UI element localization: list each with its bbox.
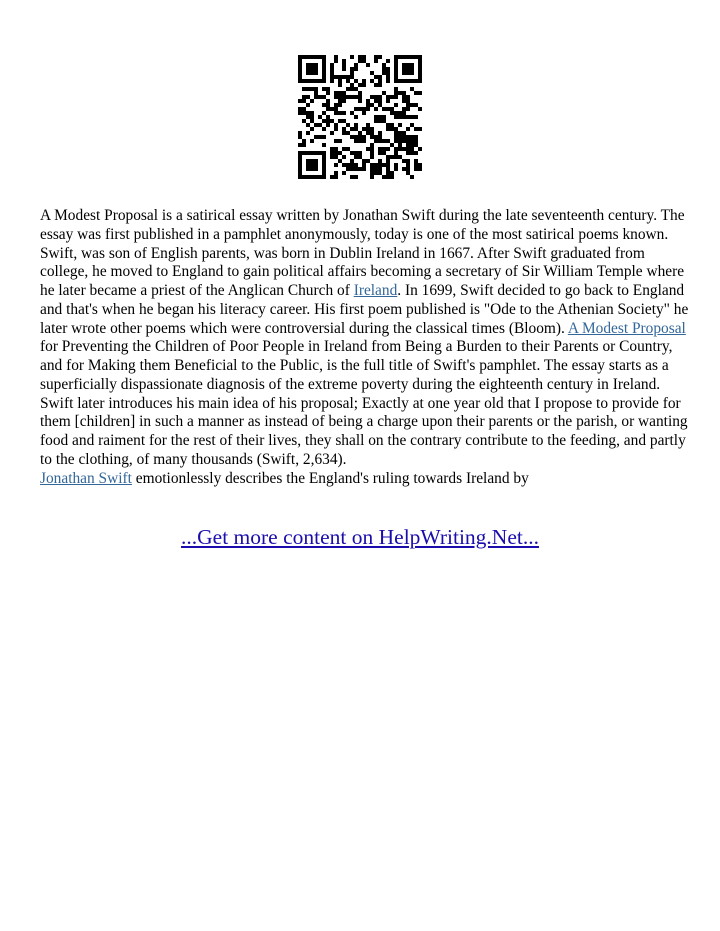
qr-code-icon [298, 55, 422, 179]
get-more-content-row [0, 525, 720, 550]
qr-code [298, 55, 422, 179]
essay-text-3: for Preventing the Children of Poor People in Ireland from Being a Burden to their Parents or Country, and for Making them Beneficial to the Public, is the full title of Swift's pamphlet. The essay starts as a superficially dispassionate diagnosis of the extreme poverty during the eighteenth century in Ireland. Swift later introduces his main idea of his proposal; Exactly at one year old that I propose to provide for them [children] in such a manner as instead of being a charge upon their parents or the parish, or wanting food and raiment for the rest of their lives, they shall on the contrary contribute to the feeding, and partly to the clothing, of many thousands (Swift, 2,634). [40, 338, 688, 468]
essay-text-4: emotionlessly describes the England's ruling towards Ireland by [131, 469, 529, 487]
jonathan-swift-link[interactable]: Jonathan Swift [40, 469, 132, 487]
ireland-link[interactable]: Ireland [353, 282, 398, 299]
get-more-content-link[interactable]: ...Get more content on HelpWriting.Net... [181, 525, 539, 549]
essay-text-1: A Modest Proposal is a satirical essay written by Jonathan Swift during the late seventeenth century. The essay was first published in a pamphlet anonymously, today is one of the most satirical poems known. Swift, was son of English parents, was born in Dublin Ireland in 1667. After Swift graduated from college, he moved to England to gain political affairs becoming a secretary of Sir William Temple where he later became a priest of the Anglican Church of [40, 207, 685, 299]
essay-text-2: . In 1699, Swift decided to go back to England and that's when he began his literacy career. His first poem published is "Ode to the Athenian Society" he later wrote other poems which were controversial during the classical times (Bloom). [40, 282, 689, 337]
modest-proposal-link[interactable]: A Modest Proposal [567, 319, 686, 337]
essay-body [40, 207, 690, 488]
